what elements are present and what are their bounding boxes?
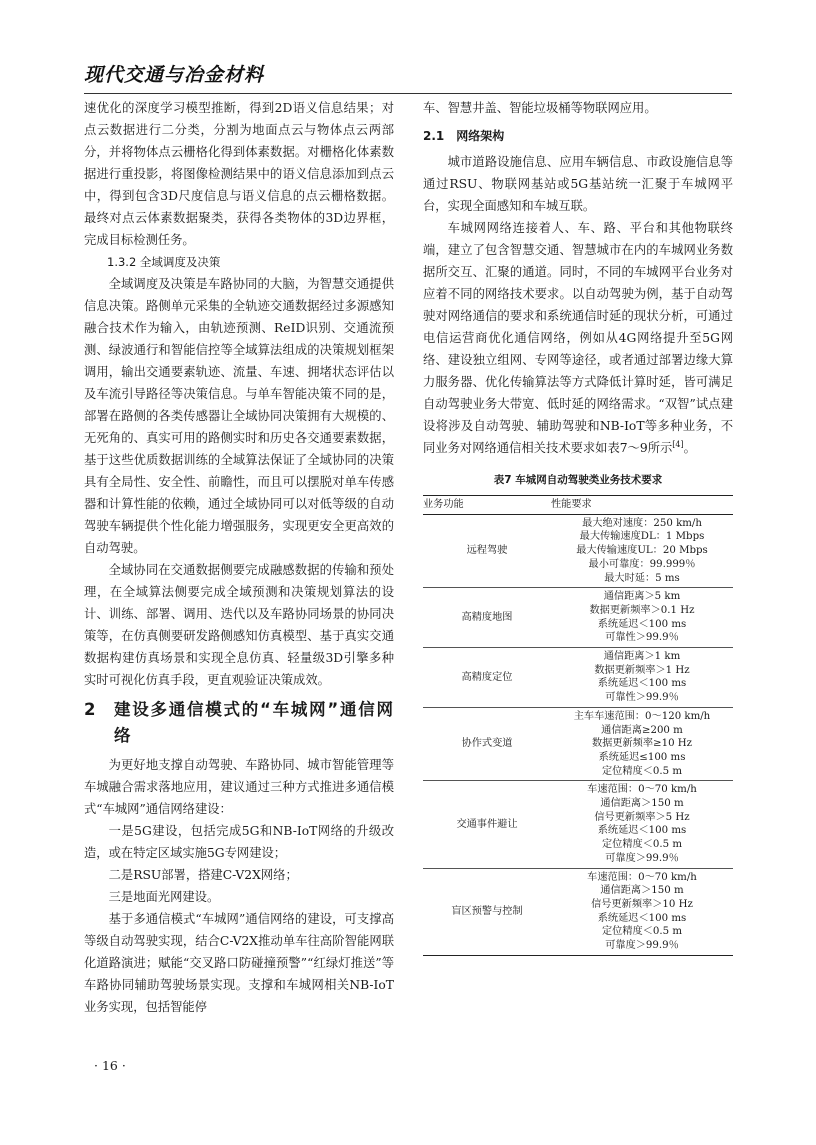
requirements-cell bbox=[551, 648, 733, 708]
section-title: 建设多通信模式的“车城网”通信网络 bbox=[114, 700, 394, 745]
requirements-cell bbox=[551, 707, 733, 781]
paragraph-end: 。 bbox=[683, 441, 696, 455]
function-cell: 远程驾驶 bbox=[423, 514, 551, 588]
requirement-line: 主车车速范围：0～120 km/h bbox=[573, 710, 711, 722]
requirement-line: 定位精度＜0.5 m bbox=[601, 765, 683, 777]
requirement-line: 最大时延：5 ms bbox=[604, 572, 680, 584]
table-row bbox=[423, 781, 733, 868]
requirement-line: 数据更新频率＞0.1 Hz bbox=[589, 604, 695, 616]
journal-logo: 现代交通与冶金材料 bbox=[84, 64, 265, 86]
requirement-line: 最小可靠度：99.999％ bbox=[588, 558, 696, 570]
header-rule bbox=[84, 93, 732, 94]
function-cell: 协作式变道 bbox=[423, 707, 551, 781]
requirement-line: 可靠度＞99.9％ bbox=[605, 940, 679, 952]
table-row bbox=[423, 514, 733, 588]
page-number: · 16 · bbox=[94, 1058, 126, 1073]
requirements-cell bbox=[551, 588, 733, 648]
paragraph: 全域调度及决策是车路协同的大脑，为智慧交通提供信息决策。路侧单元采集的全轨迹交通数据经过多源感知融合技术作为输入，由轨迹预测、ReID识别、交通流预测、绿波通行和智能信控等全域算法组成的决策规划框架调用，输出交通要素轨迹、流量、车速、拥堵状态评估以及车流引导路径等决策信息。与单车智能决策不同的是，部署在路侧的各类传感器让全域协同决策拥有大规模的、无死角的、真实可用的路侧实时和历史各交通要素数据，基于这些优质数据训练的全域算法保证了全域协同的决策具有全局性、安全性、前瞻性，而且可以摆脱对单车传感器和计算性能的依赖，通过全域协同可以对低等级的自动驾驶车辆提供个性化能力增强服务，实现更安全更高效的自动驾驶。 bbox=[84, 277, 394, 555]
citation-ref: [4] bbox=[672, 439, 684, 449]
column-header-function: 业务功能 bbox=[423, 496, 551, 515]
requirement-line: 信号更新频率＞5 Hz bbox=[594, 811, 690, 823]
requirement-line: 可靠性＞99.9％ bbox=[605, 632, 679, 644]
subsection-title: 网络架构 bbox=[456, 129, 505, 143]
requirement-line: 可靠性＞99.9％ bbox=[605, 692, 679, 704]
paragraph: 车、智慧井盖、智能垃圾桶等物联网应用。 bbox=[423, 101, 657, 115]
column-header-requirements: 性能要求 bbox=[551, 496, 733, 515]
paragraph-text: 车城网网络连接着人、车、路、平台和其他物联终端，建立了包含智慧交通、智慧城市在内的车城网业务数据所交互、汇聚的通道。同时，不同的车城网平台业务对应着不同的网络技术要求。以自动驾驶为例，基于自动驾驶对网络通信的要求和系统通信时延的现状分析，可通过电信运营商优化通信网络，例如从4G网络提升至5G网络、建设独立组网、专网等途径，或者通过部署边缘大算力服务器、优化传输算法等方式降低计算时延，皆可满足自动驾驶业务大带宽、低时延的网络需求。“双智”试点建设将涉及自动驾驶、辅助驾驶和NB-IoT等多种业务，不同业务对网络通信相关技术要求如表7～9所示 bbox=[423, 221, 733, 455]
function-cell: 高精度地图 bbox=[423, 588, 551, 648]
requirement-line: 通信距离＞1 km bbox=[603, 651, 681, 663]
subsection-heading: 1.3.2 全域调度及决策 bbox=[107, 255, 221, 269]
requirement-line: 通信距离＞150 m bbox=[600, 798, 684, 810]
paragraph: 二是RSU部署，搭建C-V2X网络； bbox=[108, 868, 298, 882]
table-caption: 表7 车城网自动驾驶类业务技术要求 bbox=[493, 474, 663, 486]
requirements-cell bbox=[551, 781, 733, 868]
paragraph: 基于多通信模式“车城网”通信网络的建设，可支撑高等级自动驾驶实现，结合C-V2X推动单车往高阶智能网联化道路演进；赋能“交叉路口防碰撞预警”“红绿灯推送”等车路协同辅助驾驶场景实现。支撑和车城网相关NB-IoT业务实现，包括智能停 bbox=[84, 912, 394, 1014]
table-body bbox=[423, 514, 733, 955]
section-number: 2 bbox=[84, 700, 97, 719]
requirement-line: 系统延迟≤100 ms bbox=[598, 751, 686, 763]
requirement-line: 数据更新频率≥10 Hz bbox=[591, 738, 693, 750]
requirement-line: 通信距离＞150 m bbox=[600, 885, 684, 897]
requirements-cell bbox=[551, 868, 733, 955]
table-header-row bbox=[423, 496, 733, 515]
function-cell: 高精度定位 bbox=[423, 648, 551, 708]
requirement-line: 定位精度＜0.5 m bbox=[601, 839, 683, 851]
requirement-line: 通信距离＞5 km bbox=[603, 591, 681, 603]
function-cell: 交通事件避让 bbox=[423, 781, 551, 868]
table-row bbox=[423, 707, 733, 781]
paragraph: 城市道路设施信息、应用车辆信息、市政设施信息等通过RSU、物联网基站或5G基站统一汇聚于车城网平台，实现全面感知和车城互联。 bbox=[423, 155, 733, 213]
requirement-line: 系统延迟＜100 ms bbox=[597, 678, 687, 690]
requirement-line: 最大绝对速度：250 km/h bbox=[582, 517, 702, 529]
right-column bbox=[423, 97, 733, 956]
paragraph: 速优化的深度学习模型推断，得到2D语义信息结果；对点云数据进行二分类，分割为地面点云与物体点云两部分，并将物体点云栅格化得到体素数据。对栅格化体素数据进行重投影，将图像检测结果中的语义信息添加到点云中，得到包含3D尺度信息与语义信息的点云栅格数据。最终对点云体素数据聚类，获得各类物体的3D边界框，完成目标检测任务。 bbox=[84, 101, 394, 247]
table-row bbox=[423, 868, 733, 955]
requirement-line: 最大传输速度UL：20 Mbps bbox=[576, 545, 708, 557]
function-cell: 盲区预警与控制 bbox=[423, 868, 551, 955]
requirement-line: 系统延迟＜100 ms bbox=[597, 618, 687, 630]
left-column bbox=[84, 97, 394, 1018]
requirement-line: 最大传输速度DL：1 Mbps bbox=[579, 531, 705, 543]
paragraph: 为更好地支撑自动驾驶、车路协同、城市智能管理等车城融合需求落地应用，建议通过三种方式推进多通信模式“车城网”通信网络建设： bbox=[84, 758, 394, 816]
paragraph bbox=[423, 217, 733, 459]
requirement-line: 数据更新频率＞1 Hz bbox=[594, 664, 690, 676]
requirement-line: 系统延迟＜100 ms bbox=[597, 825, 687, 837]
subsection-number: 2.1 bbox=[423, 129, 445, 143]
table-row bbox=[423, 588, 733, 648]
table-row bbox=[423, 648, 733, 708]
paragraph: 一是5G建设，包括完成5G和NB-IoT网络的升级改造，或在特定区域实施5G专网建设； bbox=[84, 824, 394, 860]
requirement-line: 可靠度＞99.9％ bbox=[605, 852, 679, 864]
requirement-line: 定位精度＜0.5 m bbox=[601, 926, 683, 938]
paragraph: 三是地面光网建设。 bbox=[108, 890, 220, 904]
requirement-line: 通信距离≥200 m bbox=[601, 724, 683, 736]
section-heading bbox=[84, 697, 394, 749]
requirement-line: 车速范围：0～70 km/h bbox=[587, 871, 697, 883]
requirement-line: 系统延迟＜100 ms bbox=[597, 912, 687, 924]
requirements-cell bbox=[551, 514, 733, 588]
requirement-line: 车速范围：0～70 km/h bbox=[587, 784, 697, 796]
subsection-heading bbox=[423, 125, 733, 147]
paragraph: 全域协同在交通数据侧要完成融感数据的传输和预处理，在全域算法侧要完成全域预测和决策规划算法的设计、训练、部署、调用、迭代以及车路协同场景的协同决策等，在仿真侧要研发路侧感知仿真模型、基于真实交通数据构建仿真场景和实现全息仿真、轻量级3D引擎多种实时可视化仿真手段，更直观验证决策成效。 bbox=[84, 563, 394, 687]
requirements-table bbox=[423, 495, 733, 956]
requirement-line: 信号更新频率＞10 Hz bbox=[591, 898, 693, 910]
